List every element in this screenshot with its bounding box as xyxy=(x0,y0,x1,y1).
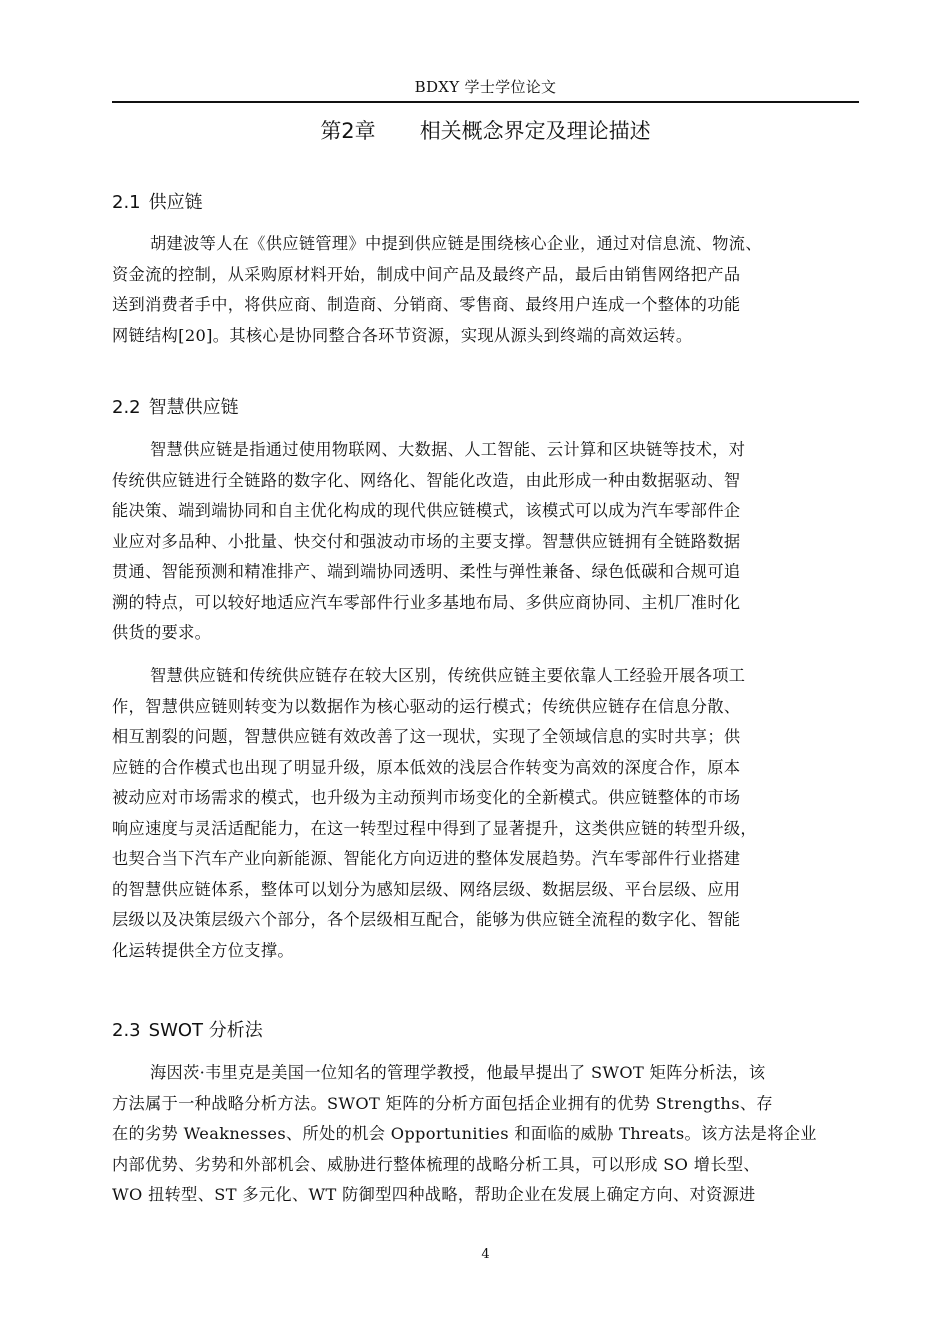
paragraph-line: 供货的要求。 xyxy=(112,623,212,642)
paragraph-line: 传统供应链进行全链路的数字化、网络化、智能化改造，由此形成一种由数据驱动、智 xyxy=(112,470,741,490)
section-number: 2.1 xyxy=(112,192,141,213)
paragraph-line: 内部优势、劣势和外部机会、威胁进行整体梳理的战略分析工具，可以形成 SO 增长型、 xyxy=(112,1154,760,1174)
paragraph-line: 智慧供应链和传统供应链存在较大区别，传统供应链主要依靠人工经验开展各项工 xyxy=(150,666,746,685)
section-title: 供应链 xyxy=(148,192,203,213)
paragraph-line: 的智慧供应链体系，整体可以划分为感知层级、网络层级、数据层级、平台层级、应用 xyxy=(112,879,741,899)
section-heading xyxy=(112,1018,859,1044)
paragraph xyxy=(112,229,872,351)
paragraph xyxy=(112,1058,872,1211)
paragraph-line: WO 扭转型、ST 多元化、WT 防御型四种战略，帮助企业在发展上确定方向、对资源进 xyxy=(112,1185,756,1204)
section-title: SWOT 分析法 xyxy=(148,1020,263,1041)
paragraph-line: 作，智慧供应链则转变为以数据作为核心驱动的运行模式；传统供应链存在信息分散、 xyxy=(112,696,741,716)
paragraph-line: 相互割裂的问题，智慧供应链有效改善了这一现状，实现了全领域信息的实时共享；供 xyxy=(112,727,741,746)
paragraph-line: 应链的合作模式也出现了明显升级，原本低效的浅层合作转变为高效的深度合作，原本 xyxy=(112,757,741,777)
paragraph-line: 资金流的控制，从采购原材料开始，制成中间产品及最终产品，最后由销售网络把产品 xyxy=(112,264,741,284)
running-header: BDXY 学士学位论文 xyxy=(414,78,557,96)
paragraph xyxy=(112,435,872,649)
paragraph-line: 化运转提供全方位支撑。 xyxy=(112,940,294,960)
paragraph-line: 被动应对市场需求的模式，也升级为主动预判市场变化的全新模式。供应链整体的市场 xyxy=(112,788,741,807)
paragraph-line: 业应对多品种、小批量、快交付和强波动市场的主要支撑。智慧供应链拥有全链路数据 xyxy=(112,531,741,551)
paragraph-line: 溯的特点，可以较好地适应汽车零部件行业多基地布局、多供应商协同、主机厂准时化 xyxy=(112,592,741,612)
paragraph-line: 智慧供应链是指通过使用物联网、大数据、人工智能、云计算和区块链等技术，对 xyxy=(150,440,746,459)
paragraph-line: 胡建波等人在《供应链管理》中提到供应链是围绕核心企业，通过对信息流、物流、 xyxy=(150,234,762,253)
header-rule xyxy=(112,101,859,103)
paragraph-line: 方法属于一种战略分析方法。SWOT 矩阵的分析方面包括企业拥有的优势 Strengths、存 xyxy=(112,1093,773,1113)
section-number: 2.2 xyxy=(112,397,141,418)
paragraph-line: 送到消费者手中，将供应商、制造商、分销商、零售商、最终用户连成一个整体的功能 xyxy=(112,295,741,314)
paragraph-line: 能决策、端到端协同和自主优化构成的现代供应链模式，该模式可以成为汽车零部件企 xyxy=(112,501,741,520)
paragraph-line: 也契合当下汽车产业向新能源、智能化方向迈进的整体发展趋势。汽车零部件行业搭建 xyxy=(112,849,741,868)
paragraph-line: 海因茨·韦里克是美国一位知名的管理学教授，他最早提出了 SWOT 矩阵分析法，该 xyxy=(150,1063,766,1082)
chapter-number: 第2章 xyxy=(320,119,376,143)
section-heading xyxy=(112,395,859,421)
chapter-title xyxy=(112,116,859,146)
section-title: 智慧供应链 xyxy=(148,397,239,418)
section-number: 2.3 xyxy=(112,1020,141,1041)
paragraph xyxy=(112,661,872,966)
paragraph-line: 贯通、智能预测和精准排产、端到端协同透明、柔性与弹性兼备、绿色低碳和合规可追 xyxy=(112,562,741,581)
paragraph-line: 在的劣势 Weaknesses、所处的机会 Opportunities 和面临的威胁 Threats。该方法是将企业 xyxy=(112,1124,817,1143)
paragraph-line: 网链结构[20]。其核心是协同整合各环节资源，实现从源头到终端的高效运转。 xyxy=(112,325,693,345)
page-number: 4 xyxy=(481,1247,490,1262)
chapter-title-text: 相关概念界定及理论描述 xyxy=(419,119,651,143)
section-heading xyxy=(112,190,859,216)
paragraph-line: 响应速度与灵活适配能力，在这一转型过程中得到了显著提升，这类供应链的转型升级， xyxy=(112,818,757,838)
paragraph-line: 层级以及决策层级六个部分，各个层级相互配合，能够为供应链全流程的数字化、智能 xyxy=(112,910,741,929)
